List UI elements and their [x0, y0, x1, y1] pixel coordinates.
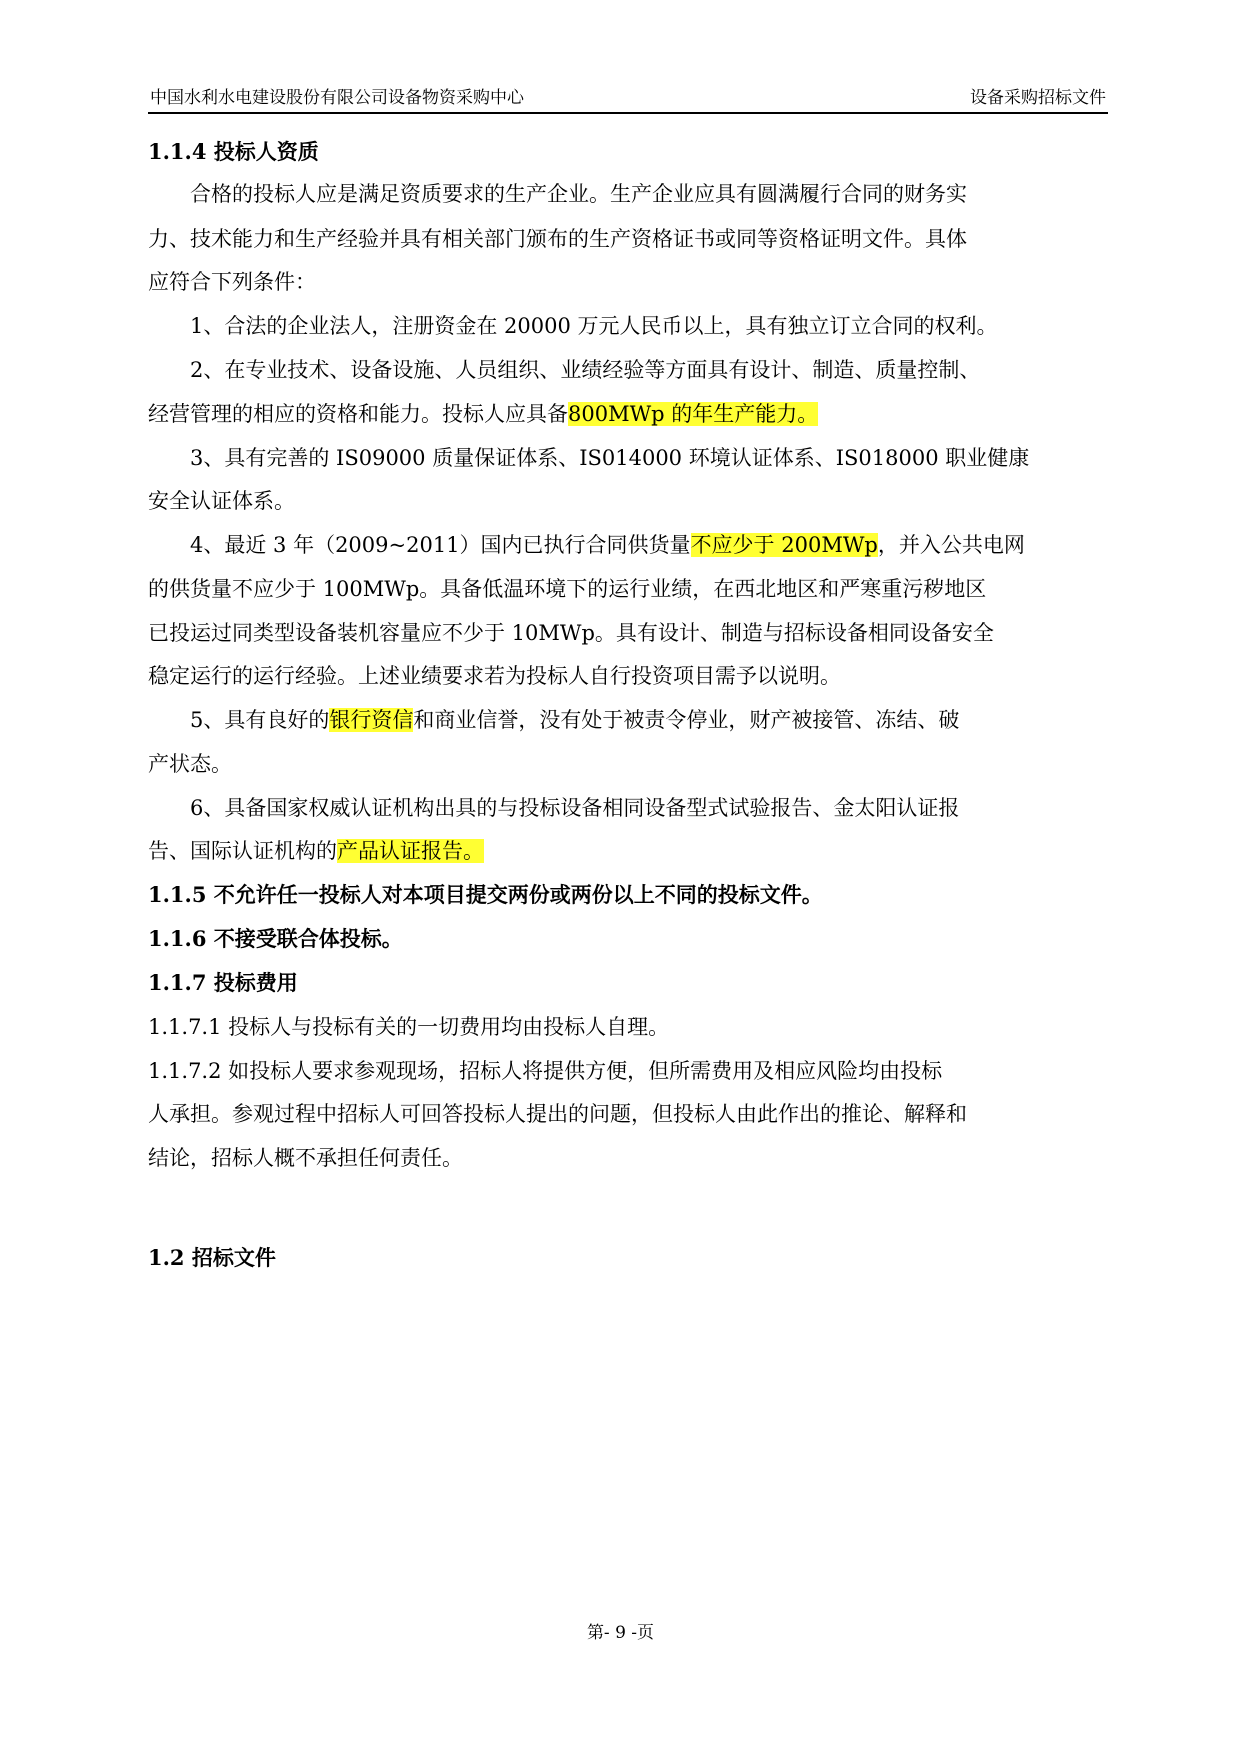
- condition-6-line-2: [148, 839, 484, 863]
- condition-4-line-3: 已投运过同类型设备装机容量应不少于 10MWp。具有设计、制造与招标设备相同设备安全: [148, 621, 994, 645]
- clause-1-1-7-2-line-1: 1.1.7.2 如投标人要求参观现场，招标人将提供方便，但所需费用及相应风险均由投标: [148, 1059, 943, 1083]
- intro-line-2: 力、技术能力和生产经验并具有相关部门颁布的生产资格证书或同等资格证明文件。具体: [148, 227, 967, 251]
- condition-6-line-1: 6、具备国家权威认证机构出具的与投标设备相同设备型式试验报告、金太阳认证报: [190, 796, 960, 820]
- section-1-1-4-heading: 1.1.4 投标人资质: [148, 139, 319, 164]
- condition-1: 1、合法的企业法人，注册资金在 20000 万元人民币以上，具有独立订立合同的权利。: [190, 314, 998, 338]
- condition-3-line-1: 3、具有完善的 IS09000 质量保证体系、IS014000 环境认证体系、IS018000 职业健康: [190, 446, 1030, 470]
- condition-3-line-2: 安全认证体系。: [148, 489, 295, 513]
- intro-line-1: 合格的投标人应是满足资质要求的生产企业。生产企业应具有圆满履行合同的财务实: [190, 182, 967, 206]
- clause-1-1-7-2-line-2: 人承担。参观过程中招标人可回答投标人提出的问题，但投标人由此作出的推论、解释和: [148, 1102, 967, 1126]
- condition-4-text-b: ，并入公共电网: [877, 533, 1025, 557]
- header-company: 中国水利水电建设股份有限公司设备物资采购中心: [150, 88, 524, 108]
- condition-4-line-4: 稳定运行的运行经验。上述业绩要求若为投标人自行投资项目需予以说明。: [148, 664, 841, 688]
- clause-1-1-7-2-line-3: 结论，招标人概不承担任何责任。: [148, 1146, 463, 1170]
- header-doc-title: 设备采购招标文件: [970, 88, 1106, 108]
- section-1-1-5-heading: 1.1.5 不允许任一投标人对本项目提交两份或两份以上不同的投标文件。: [148, 882, 823, 907]
- clause-1-1-7-1: 1.1.7.1 投标人与投标有关的一切费用均由投标人自理。: [148, 1015, 670, 1039]
- highlight-product-cert: 产品认证报告。: [337, 839, 484, 863]
- condition-5-line-1: [190, 708, 959, 732]
- section-1-2-heading: 1.2 招标文件: [148, 1245, 276, 1270]
- condition-4-line-1: [190, 533, 1025, 557]
- highlight-supply: 不应少于 200MWp: [690, 533, 878, 557]
- page-header: [148, 86, 1108, 114]
- highlight-bank-credit: 银行资信: [329, 708, 414, 732]
- condition-4-text-a: 4、最近 3 年（2009~2011）国内已执行合同供货量: [190, 533, 691, 557]
- page-footer: 第- 9 -页: [586, 1623, 655, 1643]
- condition-5-text-a: 5、具有良好的: [190, 708, 330, 732]
- condition-2-line-2: [148, 402, 818, 426]
- section-1-1-6-heading: 1.1.6 不接受联合体投标。: [148, 926, 403, 951]
- condition-5-line-2: 产状态。: [148, 752, 232, 776]
- condition-6-text: 告、国际认证机构的: [148, 839, 337, 863]
- intro-line-3: 应符合下列条件：: [148, 270, 316, 294]
- section-1-1-7-heading: 1.1.7 投标费用: [148, 970, 298, 995]
- condition-5-text-b: 和商业信誉，没有处于被责令停业，财产被接管、冻结、破: [413, 708, 960, 732]
- condition-2-line-1: 2、在专业技术、设备设施、人员组织、业绩经验等方面具有设计、制造、质量控制、: [190, 358, 981, 382]
- condition-4-line-2: 的供货量不应少于 100MWp。具备低温环境下的运行业绩，在西北地区和严寒重污秽地区: [148, 577, 987, 601]
- highlight-capacity: 800MWp 的年生产能力。: [568, 402, 819, 426]
- condition-2-text: 经营管理的相应的资格和能力。投标人应具备: [148, 402, 568, 426]
